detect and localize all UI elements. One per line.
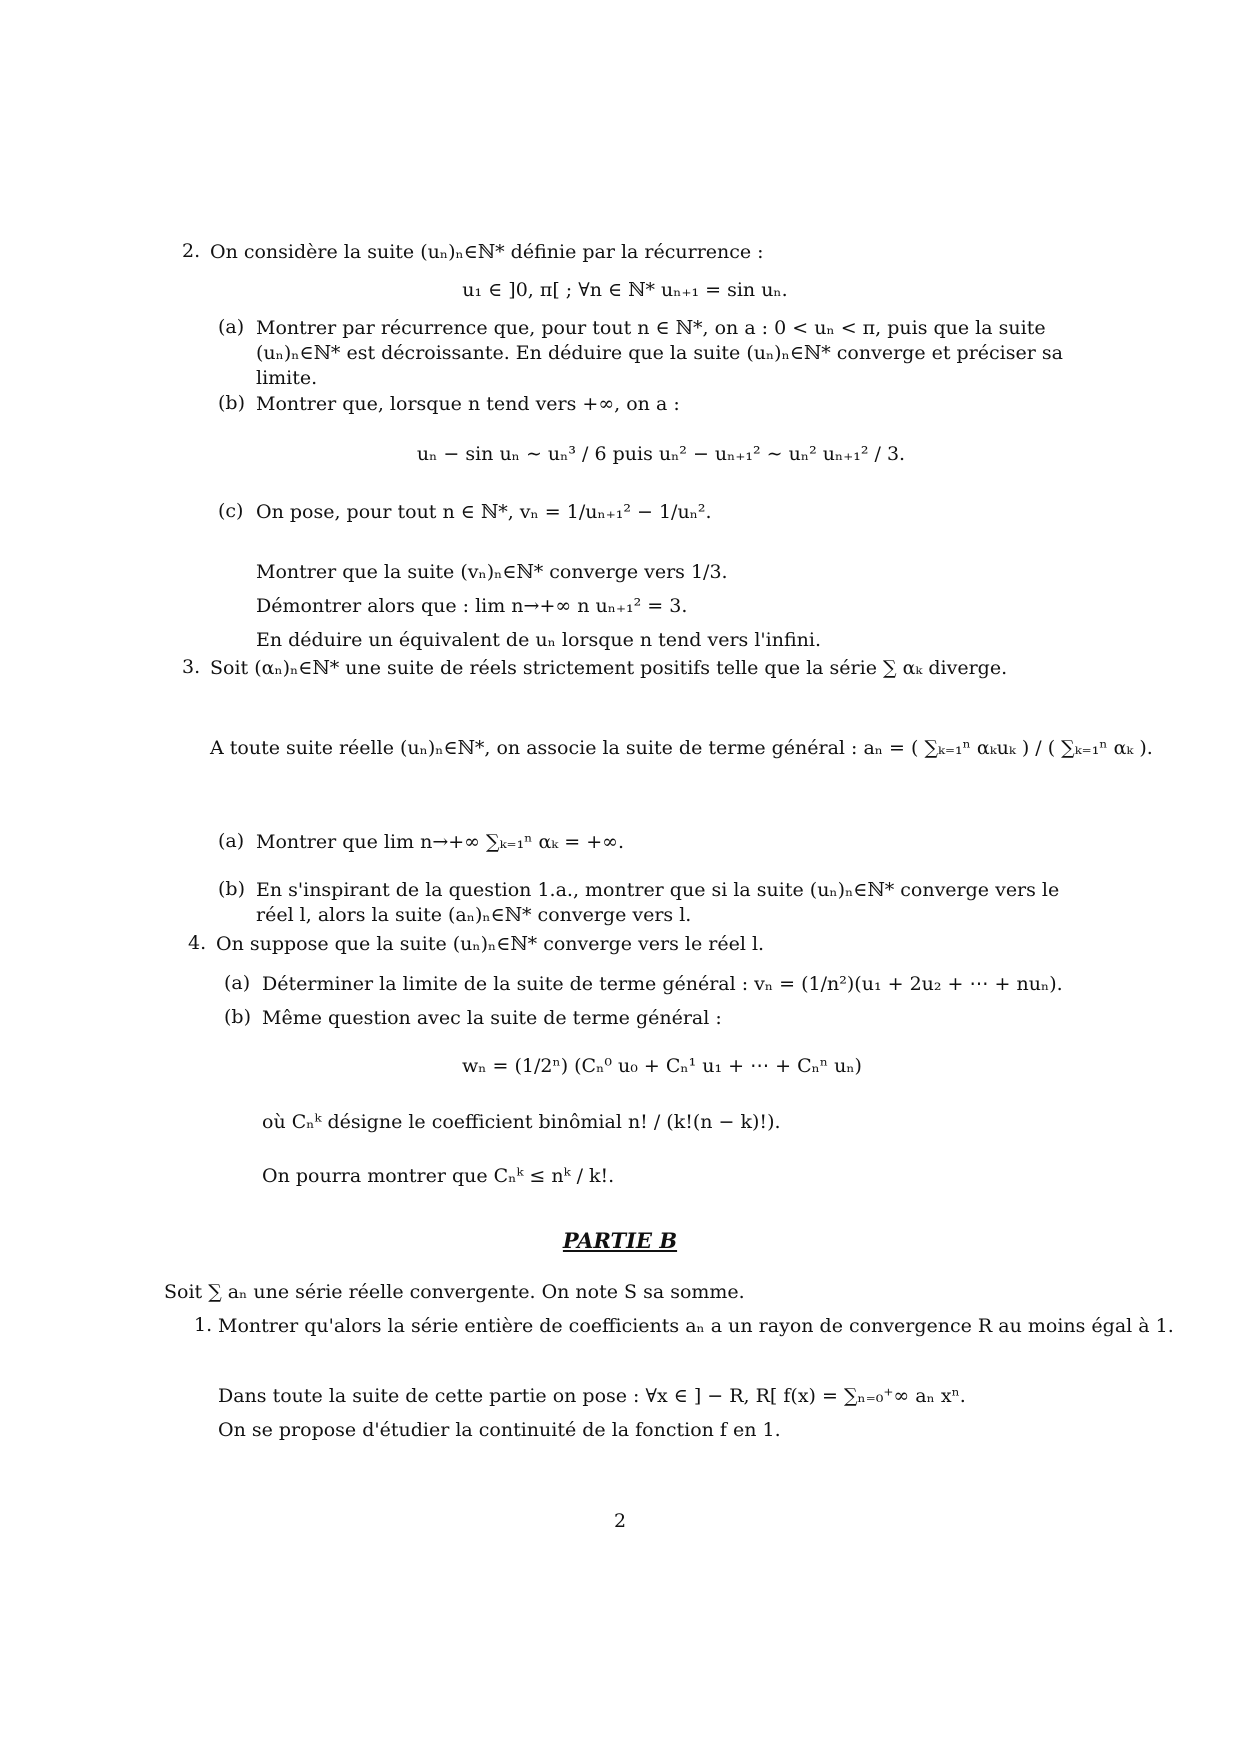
q2b-label: (b)	[218, 392, 245, 414]
q4a-label: (a)	[224, 972, 251, 994]
q4b-text: Même question avec la suite de terme général :	[262, 1007, 722, 1029]
q2c-line1: Montrer que la suite (vₙ)ₙ∈ℕ* converge vers 1/3.	[256, 561, 728, 583]
q3a-text: Montrer que lim n→+∞ ∑ₖ₌₁ⁿ αₖ = +∞.	[256, 831, 624, 853]
q2c-line2: Démontrer alors que : lim n→+∞ n uₙ₊₁² = 3.	[256, 595, 688, 617]
q2b-formula: uₙ − sin uₙ ∼ uₙ³ / 6 puis uₙ² − uₙ₊₁² ∼ uₙ² uₙ₊₁² / 3.	[416, 443, 906, 465]
q2c-text: On pose, pour tout n ∈ ℕ*, vₙ = 1/uₙ₊₁² − 1/uₙ².	[256, 501, 712, 523]
q4b-line1: où Cₙᵏ désigne le coefficient binômial n! / (k!(n − k)!).	[262, 1111, 781, 1133]
q2-formula: u₁ ∈ ]0, π[ ; ∀n ∈ ℕ* uₙ₊₁ = sin uₙ.	[462, 279, 788, 301]
q3b-text: En s'inspirant de la question 1.a., montrer que si la suite (uₙ)ₙ∈ℕ* converge vers le réel l, alors la suite (aₙ)ₙ∈ℕ* converge vers l.	[256, 879, 1060, 926]
q4-intro: On suppose que la suite (uₙ)ₙ∈ℕ* converge vers le réel l.	[216, 933, 765, 955]
q3-number: 3.	[182, 656, 201, 678]
q4b-label: (b)	[224, 1006, 251, 1028]
q3-text: A toute suite réelle (uₙ)ₙ∈ℕ*, on associe la suite de terme général : aₙ = ( ∑ₖ₌₁ⁿ αₖuₖ ) / ( ∑ₖ₌₁ⁿ αₖ ).	[210, 737, 1153, 759]
q2c-line3: En déduire un équivalent de uₙ lorsque n tend vers l'infini.	[256, 629, 821, 651]
q3b-label: (b)	[218, 878, 245, 900]
q2c-label: (c)	[218, 500, 244, 522]
q4a-text: Déterminer la limite de la suite de terme général : vₙ = (1/n²)(u₁ + 2u₂ + ⋯ + nuₙ).	[262, 973, 1063, 995]
q2a-text: Montrer par récurrence que, pour tout n ∈ ℕ*, on a : 0 < uₙ < π, puis que la suite (uₙ)ₙ∈ℕ* est décroissante. En déduire que la suite (uₙ)ₙ∈ℕ* converge et préciser sa limite.	[256, 317, 1063, 389]
q3-intro: Soit (αₙ)ₙ∈ℕ* une suite de réels strictement positifs telle que la série ∑ αₖ diverge.	[210, 657, 1008, 679]
pb-q1-text: Montrer qu'alors la série entière de coefficients aₙ a un rayon de convergence R au moins égal à 1.	[218, 1315, 1174, 1337]
q4-number: 4.	[188, 932, 207, 954]
q4b-formula: wₙ = (1/2ⁿ) (Cₙ⁰ u₀ + Cₙ¹ u₁ + ⋯ + Cₙⁿ uₙ)	[462, 1055, 862, 1077]
partie-b-title: PARTIE B	[562, 1228, 678, 1253]
page-number: 2	[613, 1510, 627, 1532]
pb-line2: On se propose d'étudier la continuité de la fonction f en 1.	[218, 1419, 781, 1441]
q2b-text: Montrer que, lorsque n tend vers +∞, on a :	[256, 393, 680, 415]
partie-b-intro: Soit ∑ aₙ une série réelle convergente. On note S sa somme.	[164, 1281, 745, 1303]
q4b-line2: On pourra montrer que Cₙᵏ ≤ nᵏ / k!.	[262, 1165, 615, 1187]
pb-line1: Dans toute la suite de cette partie on pose : ∀x ∈ ] − R, R[ f(x) = ∑ₙ₌₀⁺∞ aₙ xⁿ.	[218, 1385, 966, 1407]
q2a-label: (a)	[218, 316, 245, 338]
pb-q1-number: 1.	[194, 1314, 213, 1336]
q3a-label: (a)	[218, 830, 245, 852]
q2-number: 2.	[182, 240, 201, 262]
q2-intro: On considère la suite (uₙ)ₙ∈ℕ* définie par la récurrence :	[210, 241, 764, 263]
